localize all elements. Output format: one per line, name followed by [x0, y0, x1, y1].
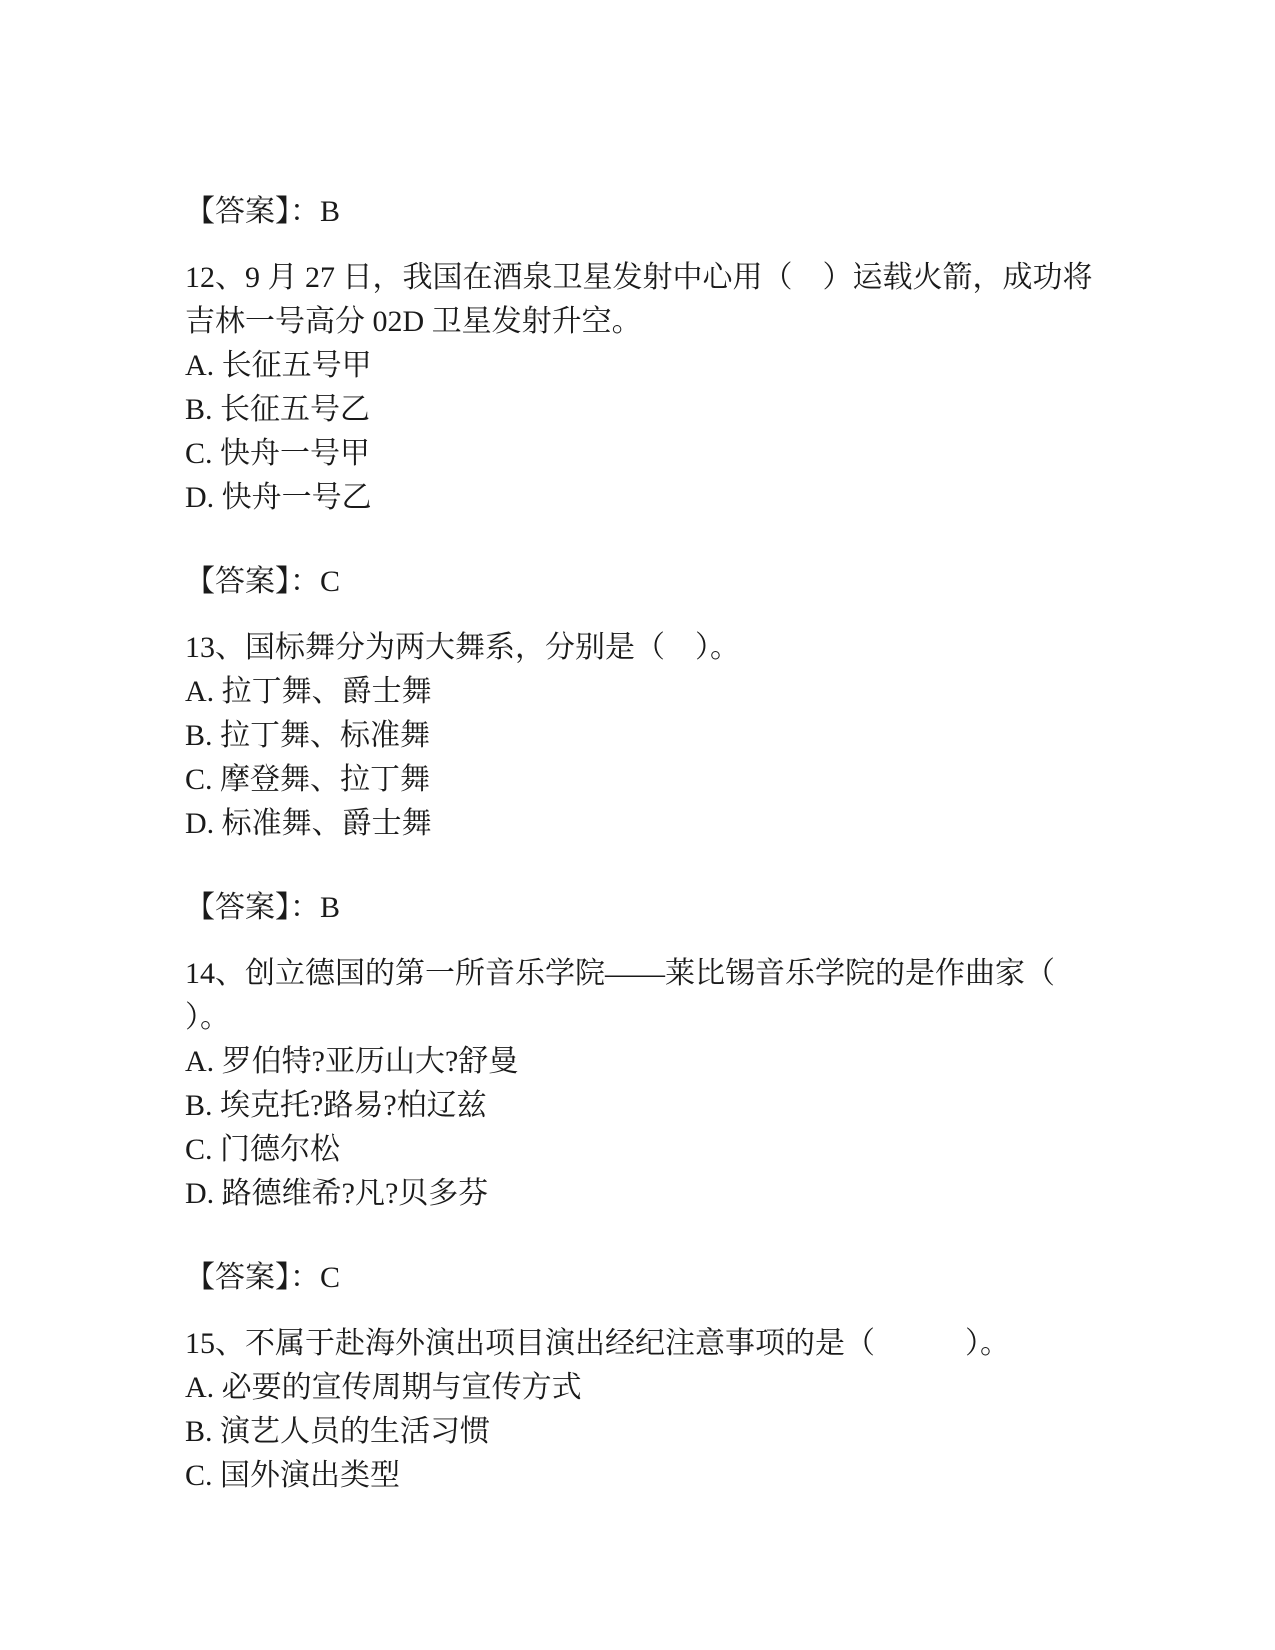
question-12-stem-line-2: 吉林一号高分 02D 卫星发射升空。: [185, 305, 642, 338]
question-14-stem-line-2: ）。: [185, 1001, 230, 1034]
question-12-option-d: D. 快舟一号乙: [185, 481, 372, 514]
question-15-option-c: C. 国外演出类型: [185, 1459, 401, 1492]
question-12-stem-line-1: 12、9 月 27 日，我国在酒泉卫星发射中心用（ ）运载火箭，成功将: [185, 261, 1093, 294]
question-14-option-a: A. 罗伯特?亚历山大?舒曼: [185, 1045, 519, 1078]
question-12-answer-line: 【答案】：C: [185, 565, 341, 598]
question-14-stem-line-1: 14、创立德国的第一所音乐学院——莱比锡音乐学院的是作曲家（: [185, 957, 1055, 990]
question-12-option-a: A. 长征五号甲: [185, 349, 372, 382]
question-13-answer-line: 【答案】：B: [185, 891, 341, 924]
question-13-stem-line-1: 13、国标舞分为两大舞系，分别是（ ）。: [185, 631, 740, 664]
question-14-option-c: C. 门德尔松: [185, 1133, 341, 1166]
question-13-option-a: A. 拉丁舞、爵士舞: [185, 675, 432, 708]
question-15-stem-line-1: 15、不属于赴海外演出项目演出经纪注意事项的是（ ）。: [185, 1327, 1010, 1360]
answer-line-previous-question: 【答案】：B: [185, 195, 341, 228]
question-14-option-b: B. 埃克托?路易?柏辽兹: [185, 1089, 487, 1122]
question-12-option-b: B. 长征五号乙: [185, 393, 371, 426]
question-15-option-a: A. 必要的宣传周期与宣传方式: [185, 1371, 582, 1404]
question-13-option-c: C. 摩登舞、拉丁舞: [185, 763, 431, 796]
question-15-option-b: B. 演艺人员的生活习惯: [185, 1415, 491, 1448]
question-13-option-d: D. 标准舞、爵士舞: [185, 807, 432, 840]
question-14-answer-line: 【答案】：C: [185, 1261, 341, 1294]
question-14-option-d: D. 路德维希?凡?贝多芬: [185, 1177, 489, 1210]
question-13-option-b: B. 拉丁舞、标准舞: [185, 719, 431, 752]
question-12-option-c: C. 快舟一号甲: [185, 437, 371, 470]
